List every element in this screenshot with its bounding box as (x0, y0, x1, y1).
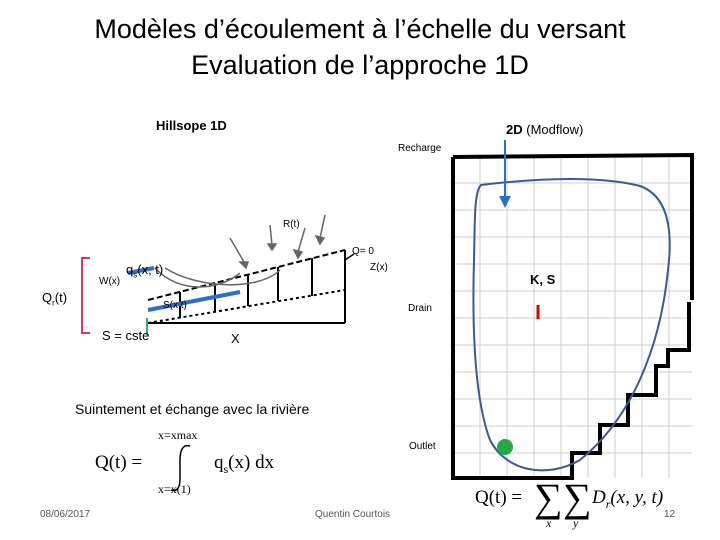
formula-integrand: $q_s(x)$ dx (214, 452, 275, 476)
footer-page-number: 12 (664, 509, 676, 520)
footer-author: Quentin Courtois (315, 509, 391, 520)
q-zero-label: Q= 0 (352, 246, 374, 257)
footer-date: 08/06/2017 (40, 509, 91, 520)
recharge-label: Recharge (398, 143, 442, 154)
integral-lower-limit: x=x(1) (158, 482, 191, 496)
grid-outer-boundary (453, 155, 692, 478)
modflow-heading: 2D (Modflow) (506, 122, 584, 137)
modflow-domain-boundary (453, 155, 692, 358)
integral-upper-limit: x=xmax (158, 428, 198, 442)
drain-label: Drain (408, 303, 432, 314)
modflow-grid (453, 155, 692, 478)
outlet-dot (497, 439, 513, 455)
qs-label: $q_s(x$, t) (126, 262, 164, 280)
catchment-outline (473, 179, 669, 470)
rain-label: R(t) (283, 219, 300, 230)
k-s-label: K, S (530, 272, 556, 287)
z-x-label: Z(x) (370, 262, 388, 273)
qr-label: $Q_r(t)$ (42, 290, 68, 308)
formula-sum-lhs: Q(t) = (475, 487, 523, 508)
title-line-2: Evaluation de l’approche 1D (191, 50, 529, 80)
formula-sum-term: $D_r(x$, y, t) (592, 487, 664, 511)
rain-arrows (230, 215, 325, 268)
hillslope-1d (82, 215, 354, 335)
sum-sub-x: x (546, 516, 552, 530)
s-xt-label: S(x,t) (163, 300, 187, 311)
sum-sub-y: y (573, 516, 579, 530)
qr-bracket (82, 258, 90, 333)
formula-integral-lhs: Q(t) = (95, 452, 143, 473)
outlet-label: Outlet (409, 441, 436, 452)
x-axis-label: X (231, 331, 240, 346)
sum-symbol-x: ∑ (534, 475, 563, 520)
title-line-1: Modèles d’écoulement à l’échelle du versant (94, 14, 626, 44)
sum-symbol-y: ∑ (563, 475, 592, 520)
s-cste-label: S = cste (102, 328, 150, 343)
hillslope-1d-heading: Hillsope 1D (156, 118, 227, 133)
w-x-label: W(x) (99, 276, 121, 287)
recharge-arrow-head (499, 196, 511, 208)
seepage-subtitle: Suintement et échange avec la rivière (75, 401, 310, 417)
water-table (148, 292, 240, 310)
